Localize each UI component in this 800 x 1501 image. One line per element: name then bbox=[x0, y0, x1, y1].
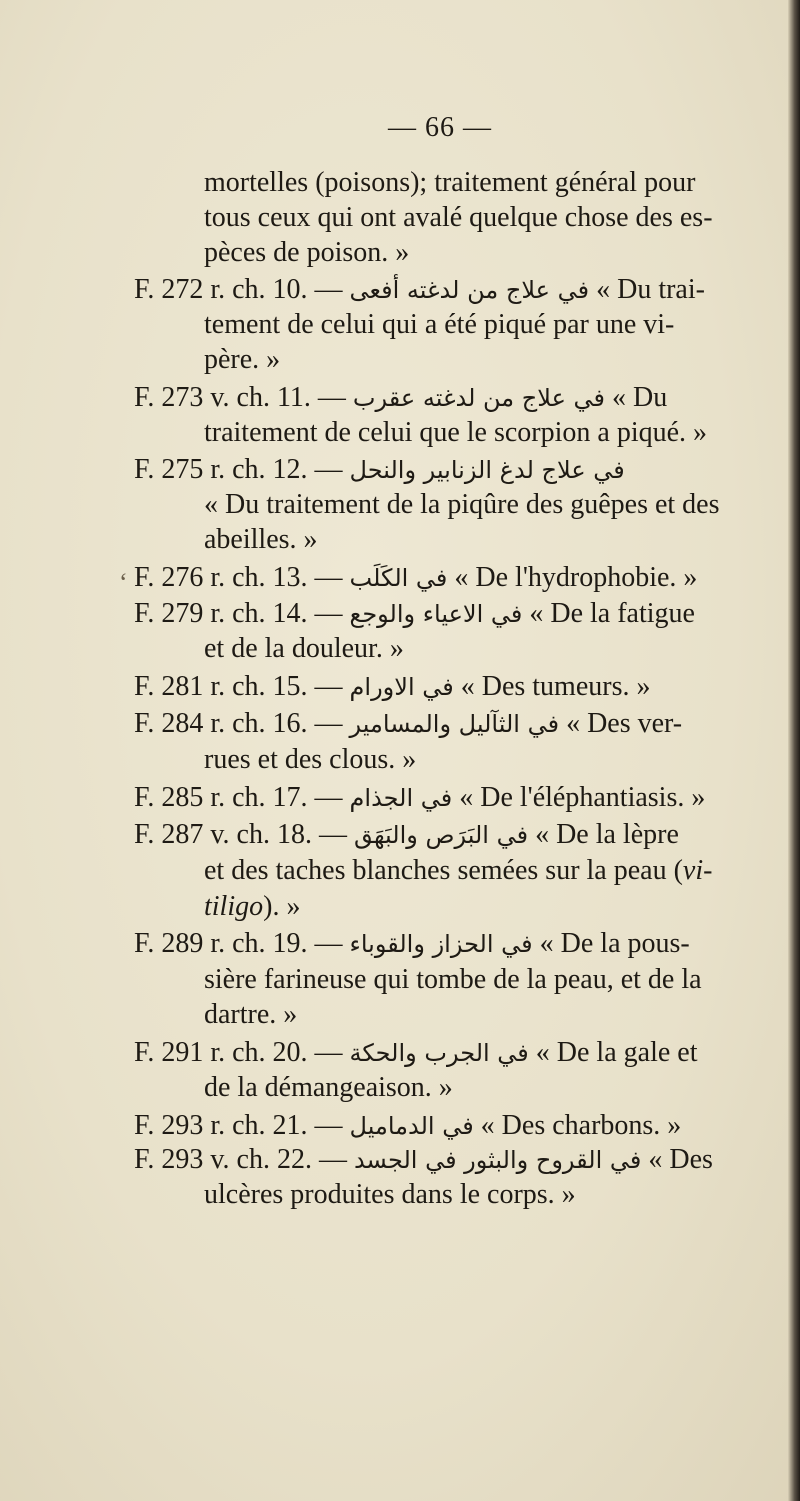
french-text: tement de celui qui a été piqué par une vi- bbox=[204, 309, 675, 340]
french-text: de la démangeaison. » bbox=[204, 1072, 453, 1103]
text-line bbox=[134, 818, 679, 852]
french-text: traitement de celui que le scorpion a piqué. » bbox=[204, 417, 708, 448]
french-text: tous ceux qui ont avalé quelque chose des es- bbox=[204, 202, 713, 233]
french-text: sière farineuse qui tombe de la peau, et de la bbox=[204, 964, 702, 995]
french-text: F. 276 r. ch. 13. — bbox=[134, 562, 350, 593]
french-text: « De la gale et bbox=[528, 1037, 698, 1068]
text-line bbox=[204, 1178, 576, 1212]
french-text: « De l'hydrophobie. » bbox=[447, 562, 698, 593]
text-line bbox=[204, 523, 318, 557]
french-text: F. 289 r. ch. 19. — bbox=[134, 928, 350, 959]
french-text: abeilles. » bbox=[204, 524, 318, 555]
text-line bbox=[204, 166, 695, 200]
text-line bbox=[134, 561, 697, 595]
arabic-title: في علاج من لدغته أفعى bbox=[349, 276, 590, 304]
arabic-title: في الثآليل والمسامير bbox=[349, 710, 560, 738]
italic-term: tiligo bbox=[204, 891, 264, 922]
french-text: F. 275 r. ch. 12. — bbox=[134, 454, 350, 485]
french-text: F. 287 v. ch. 18. — bbox=[134, 819, 354, 850]
text-line bbox=[134, 453, 625, 487]
text-line bbox=[134, 670, 650, 704]
french-text: F. 293 r. ch. 21. — bbox=[134, 1110, 350, 1141]
text-line bbox=[204, 236, 409, 270]
french-text: F. 285 r. ch. 17. — bbox=[134, 782, 350, 813]
text-line bbox=[204, 201, 713, 235]
text-line bbox=[134, 707, 682, 741]
french-text: F. 279 r. ch. 14. — bbox=[134, 598, 350, 629]
french-text: et des taches blanches semées sur la peau (vi- bbox=[204, 855, 713, 886]
text-line bbox=[204, 854, 712, 888]
french-text: F. 272 r. ch. 10. — bbox=[134, 274, 350, 305]
french-text: F. 291 r. ch. 20. — bbox=[134, 1037, 350, 1068]
arabic-title: في الحزاز والقوباء bbox=[349, 930, 533, 958]
french-text: « Des bbox=[641, 1144, 713, 1175]
arabic-title: في الاورام bbox=[349, 673, 454, 701]
french-text: tiligo). » bbox=[204, 891, 301, 922]
french-text: « De la lèpre bbox=[528, 819, 679, 850]
french-text: père. » bbox=[204, 344, 281, 375]
french-text: « Du trai- bbox=[589, 274, 705, 305]
margin-tick-mark: ʻ bbox=[119, 568, 128, 597]
text-line bbox=[204, 963, 702, 997]
page-number: — 66 — bbox=[388, 112, 492, 143]
arabic-title: في الجذام bbox=[349, 784, 453, 812]
text-line bbox=[204, 343, 280, 377]
text-line bbox=[204, 890, 300, 924]
text-line bbox=[134, 1109, 681, 1143]
french-text: « De la pous- bbox=[532, 928, 690, 959]
arabic-title: في الكَلَب bbox=[349, 564, 448, 592]
french-text: rues et des clous. » bbox=[204, 744, 417, 775]
french-text: ulcères produites dans le corps. » bbox=[204, 1179, 576, 1210]
french-text: pèces de poison. » bbox=[204, 237, 410, 268]
arabic-title: في علاج لدغ الزنابير والنحل bbox=[349, 456, 625, 484]
french-text: F. 284 r. ch. 16. — bbox=[134, 708, 350, 739]
french-text: « Des charbons. » bbox=[473, 1110, 682, 1141]
text-line bbox=[204, 632, 404, 666]
french-text: « Des ver- bbox=[559, 708, 683, 739]
arabic-title: في علاج من لدغته عقرب bbox=[352, 384, 606, 412]
text-line bbox=[134, 597, 695, 631]
french-text: « Du traitement de la piqûre des guêpes et des bbox=[204, 489, 720, 520]
text-line bbox=[134, 781, 705, 815]
binding-edge bbox=[788, 0, 800, 1501]
text-line bbox=[204, 308, 674, 342]
text-line bbox=[204, 488, 720, 522]
french-text: « De l'éléphantiasis. » bbox=[452, 782, 706, 813]
text-line bbox=[204, 1071, 453, 1105]
french-text: mortelles (poisons); traitement général pour bbox=[204, 167, 696, 198]
french-text: et de la douleur. » bbox=[204, 633, 404, 664]
text-line bbox=[134, 1036, 697, 1070]
text-line bbox=[134, 1143, 713, 1177]
text-line bbox=[134, 381, 667, 415]
text-line bbox=[134, 927, 690, 961]
french-text: dartre. » bbox=[204, 999, 298, 1030]
italic-term: vi- bbox=[682, 855, 713, 886]
text-line bbox=[204, 743, 416, 777]
french-text: F. 293 v. ch. 22. — bbox=[134, 1144, 354, 1175]
arabic-title: في الاعياء والوجع bbox=[349, 600, 523, 628]
text-line bbox=[204, 416, 707, 450]
french-text: « Des tumeurs. » bbox=[453, 671, 651, 702]
arabic-title: في الجرب والحكة bbox=[349, 1039, 529, 1067]
text-line bbox=[134, 273, 705, 307]
arabic-title: في البَرَص والبَهَق bbox=[353, 821, 529, 849]
french-text: F. 281 r. ch. 15. — bbox=[134, 671, 350, 702]
text-line bbox=[204, 998, 297, 1032]
french-text: F. 273 v. ch. 11. — bbox=[134, 382, 353, 413]
arabic-title: في القروح والبثور في الجسد bbox=[353, 1146, 642, 1174]
french-text: « Du bbox=[605, 382, 668, 413]
french-text: « De la fatigue bbox=[522, 598, 695, 629]
arabic-title: في الدماميل bbox=[349, 1112, 474, 1140]
